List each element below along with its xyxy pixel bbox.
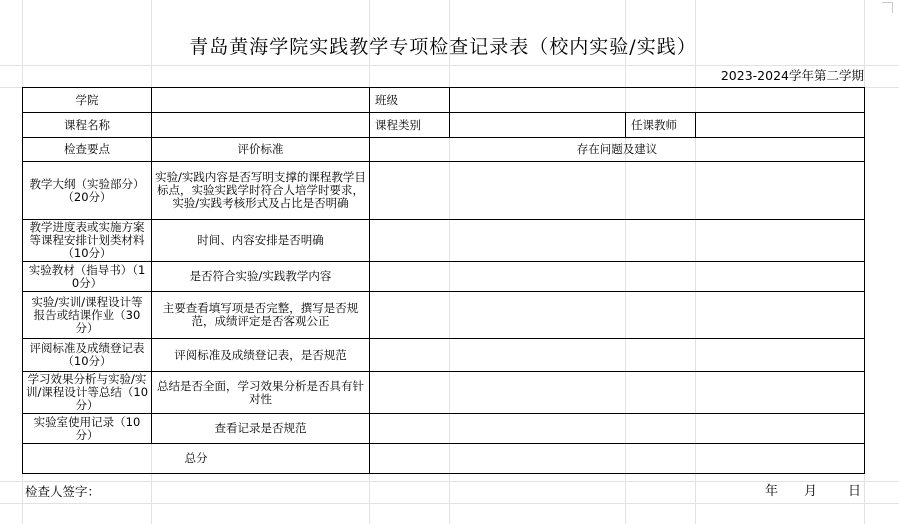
criteria: 总结是否全面，学习效果分析是否具有针对性 [152, 372, 370, 414]
issues-cell[interactable] [370, 162, 865, 220]
criteria: 主要查看填写项是否完整，撰写是否规范，成绩评定是否客观公正 [152, 292, 370, 339]
check-item: 实验室使用记录（10分） [23, 414, 152, 444]
date-month-label: 月 [804, 484, 818, 499]
header-issues: 存在问题及建议 [370, 138, 865, 162]
date-day-label: 日 [848, 484, 862, 499]
check-item: 教学进度表或实施方案等课程安排计划类材料（10分） [23, 220, 152, 262]
table-row [23, 339, 865, 372]
table-row [23, 414, 865, 444]
class-value[interactable] [450, 88, 865, 113]
form-title: 青岛黄海学院实践教学专项检查记录表（校内实验/实践） [189, 36, 697, 58]
corner-mark [882, 2, 893, 13]
info-row-course [23, 113, 865, 138]
college-value[interactable] [152, 88, 370, 113]
check-item: 教学大纲（实验部分）（20分） [23, 162, 152, 220]
course-name-value[interactable] [152, 113, 370, 138]
table-row [23, 262, 865, 292]
criteria: 评阅标准及成绩登记表，是否规范 [152, 339, 370, 372]
course-type-label: 课程类别 [370, 113, 450, 138]
issues-cell[interactable] [370, 220, 865, 262]
issues-cell[interactable] [370, 262, 865, 292]
criteria: 实验/实践内容是否写明支撑的课程教学目标点，实验实践学时符合人培学时要求，实验/实践考核形式及占比是否明确 [152, 162, 370, 220]
table-row [23, 220, 865, 262]
course-name-label: 课程名称 [23, 113, 152, 138]
header-item: 检查要点 [23, 138, 152, 162]
check-item: 实验/实训/课程设计等报告或结课作业（30分） [23, 292, 152, 339]
academic-term: 2023-2024学年第二学期 [720, 68, 864, 83]
criteria: 查看记录是否规范 [152, 414, 370, 444]
teacher-label: 任课教师 [626, 113, 696, 138]
class-label: 班级 [370, 88, 450, 113]
teacher-value[interactable] [696, 113, 865, 138]
table-row [23, 162, 865, 220]
info-row-college [23, 88, 865, 113]
header-criteria: 评价标准 [152, 138, 370, 162]
issues-cell[interactable] [370, 339, 865, 372]
course-type-value[interactable] [450, 113, 626, 138]
college-label: 学院 [23, 88, 152, 113]
total-value[interactable] [370, 444, 865, 474]
check-item: 实验教材（指导书）（10分） [23, 262, 152, 292]
criteria: 时间、内容安排是否明确 [152, 220, 370, 262]
date-year-label: 年 [765, 484, 779, 499]
total-row [23, 444, 865, 474]
check-item: 评阅标准及成绩登记表（10分） [23, 339, 152, 372]
table-row [23, 292, 865, 339]
inspection-record-table [22, 87, 865, 474]
header-row [23, 138, 865, 162]
criteria: 是否符合实验/实践教学内容 [152, 262, 370, 292]
issues-cell[interactable] [370, 292, 865, 339]
check-item: 学习效果分析与实验/实训/课程设计等总结（10分） [23, 372, 152, 414]
inspector-signature-label: 检查人签字： [25, 484, 101, 499]
issues-cell[interactable] [370, 372, 865, 414]
table-row [23, 372, 865, 414]
issues-cell[interactable] [370, 414, 865, 444]
total-label: 总分 [23, 444, 370, 474]
